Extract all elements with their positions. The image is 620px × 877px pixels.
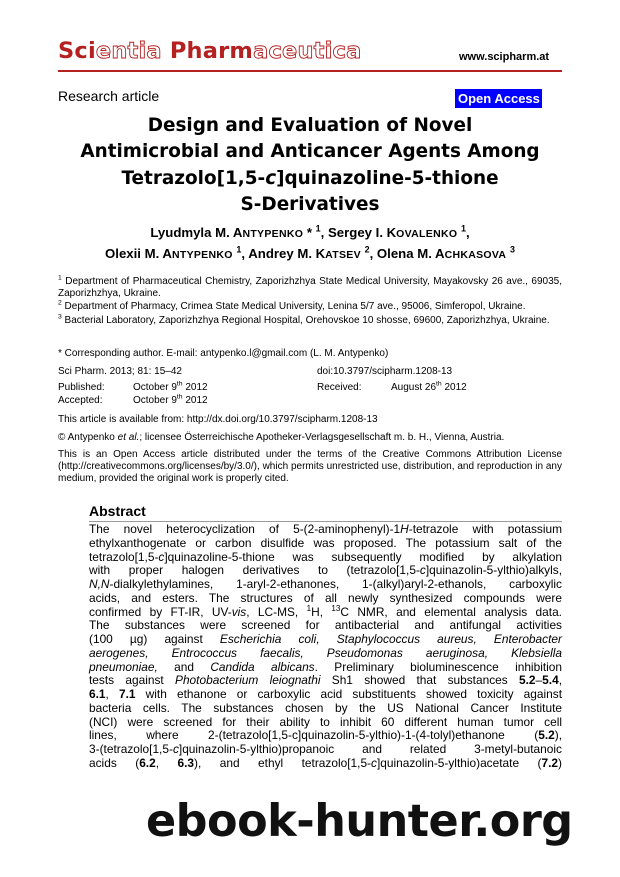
abstract-line: N,N-dialkylethylamines, 1-aryl-2-ethanones, 1-(alkyl)aryl-2-ethanols, carboxylic — [89, 577, 562, 591]
date-text: 2012 — [441, 382, 467, 393]
abstract-line: 3-(tetrazolo[1,5-c]quinazolin-5-ylthio)propanoic and related 3-metyl-butanoic — [89, 742, 562, 756]
published-label: Published: — [58, 382, 105, 393]
title-line: Antimicrobial and Anticancer Agents Among — [80, 141, 540, 163]
author-name: Andrey M. KATSEV $^2$, — [248, 244, 377, 261]
corresponding-author: * Corresponding author. E-mail: antypenko.l@gmail.com (L. M. Antypenko) — [58, 348, 389, 359]
logo-part: Sci — [58, 38, 96, 64]
abstract-line: confirmed by FT-IR, UV-vis, LC-MS, $^1$H, $^{13}$C NMR, and elemental analysis data. — [89, 603, 562, 619]
received-label: Received: — [317, 382, 362, 393]
date-text: October 9 — [133, 382, 177, 393]
header-divider — [58, 70, 562, 72]
author-name: Sergey I. KOVALENKO $^1$, — [328, 223, 470, 240]
abstract-line: acids, and esters. The structures of all newly synthesized compounds were — [89, 590, 562, 605]
affiliation-number: 3 — [58, 313, 62, 321]
author-list — [58, 223, 562, 265]
date-text: 2012 — [182, 395, 208, 406]
published-date — [133, 382, 208, 393]
doi[interactable]: doi:10.3797/scipharm.1208-13 — [317, 366, 453, 377]
open-access-badge: Open Access — [455, 89, 542, 108]
affiliation-number: 1 — [58, 274, 62, 282]
affiliation-text: Bacterial Laboratory, Zaporizhzhya Regional Hospital, Orehovskoe 10 shosse, 69600, Zaporizhzhya, Ukraine. — [61, 314, 550, 326]
abstract-line: The substances were screened for antibacterial and antifungal activities — [89, 618, 562, 633]
received-date — [391, 382, 467, 393]
author-name: Olena M. ACHKASOVA $^3$ — [376, 244, 515, 261]
affiliation-number: 2 — [58, 300, 62, 308]
copyright-text: ; licensee Österreichische Apotheker-Verlagsgesellschaft m. b. H., Vienna, Austria. — [139, 432, 505, 443]
abstract-line: lines, where 2-(tetrazolo[1,5-c]quinazolin-5-ylthio)-1-(4-tolyl)ethanone (5.2), — [89, 728, 562, 743]
copyright-text: et al. — [117, 432, 140, 443]
affiliation-text: Department of Pharmacy, Crimea State Medical University, Lenina 5/7 ave., 95006, Simferopol, Ukraine. — [61, 301, 526, 313]
affiliation — [58, 276, 562, 300]
date-suffix: th — [176, 393, 183, 401]
logo-part: Pharm — [161, 38, 254, 64]
accepted-label: Accepted: — [58, 395, 103, 406]
author-line — [58, 244, 562, 265]
date-suffix: th — [436, 380, 442, 388]
article-type: Research article — [58, 88, 160, 104]
abstract-line: The novel heterocyclization of 5-(2-aminophenyl)-1H-tetrazole with potassium — [89, 522, 562, 536]
affiliations — [58, 276, 562, 328]
abstract-heading: Abstract — [89, 503, 146, 519]
title-segment: Tetrazolo[1,5- — [121, 167, 266, 189]
abstract-line: (100 µg) against Escherichia coli, Staphylococcus aureus, Enterobacter — [89, 632, 562, 646]
title-line: Design and Evaluation of Novel — [147, 115, 473, 136]
accepted-date — [133, 395, 208, 406]
copyright-notice — [58, 432, 504, 443]
journal-logo — [58, 38, 361, 64]
abstract-line: pneumoniae, and Candida albicans. Preliminary bioluminescence inhibition — [89, 659, 563, 674]
article-title — [50, 113, 570, 218]
abstract-body — [89, 523, 562, 771]
affiliation — [58, 301, 562, 313]
date-text: October 9 — [133, 395, 177, 406]
date-text: August 26 — [391, 382, 437, 393]
author-name: Olexii M. ANTYPENKO $^1$, — [105, 244, 249, 261]
citation: Sci Pharm. 2013; 81: 15–42 — [58, 366, 182, 377]
logo-part: entia — [95, 38, 162, 64]
license-text: This is an Open Access article distributed under the terms of the Creative Commons Attribution License (http://creativecommons.org/licenses/by/3.0/), which permits unrestricted use, distribution, and reproduction in any medium, provided the original work is properly cited. — [58, 449, 562, 485]
abstract-line: with proper halogen derivatives to (tetrazolo[1,5-c]quinazolin-5-ylthio)alkyls, — [89, 563, 562, 578]
title-line — [50, 166, 570, 192]
logo-part: aceutica — [253, 38, 362, 64]
journal-website[interactable]: www.scipharm.at — [459, 51, 550, 63]
abstract-line: 6.1, 7.1 with ethanone or carboxylic acid substituents showed toxicity against — [89, 687, 563, 701]
abstract-line: ethylxanthogenate or carbon disulfide was proposed. The potassium salt of the — [89, 535, 562, 550]
abstract-line: bacteria cells. The substances chosen by the US National Cancer Institute — [89, 700, 562, 715]
title-segment: ]quinazoline-5-thione — [276, 167, 499, 189]
date-suffix: th — [176, 380, 183, 388]
date-text: 2012 — [182, 382, 208, 393]
author-line — [58, 223, 562, 244]
copyright-text: © Antypenko — [58, 432, 118, 443]
title-line: S-Derivatives — [240, 193, 380, 215]
affiliation — [58, 315, 562, 327]
affiliation-text: Department of Pharmaceutical Chemistry, Zaporizhzhya State Medical University, Mayakovsky 26 ave., 69035, Zaporizhzhya, Ukraine. — [58, 276, 562, 300]
abstract-line: tetrazolo[1,5-c]quinazoline-5-thione was subsequently modified by alkylation — [89, 549, 562, 564]
availability-note: This article is available from: http://dx.doi.org/10.3797/scipharm.1208-13 — [58, 414, 378, 425]
abstract-line: tests against Photobacterium leiognathi Sh1 showed that substances 5.2–5.4, — [89, 673, 562, 688]
abstract-line: aerogenes, Entrococcus faecalis, Pseudomonas aeruginosa, Klebsiella — [89, 645, 562, 660]
abstract-line: acids (6.2, 6.3), and ethyl tetrazolo[1,5-c]quinazolin-5-ylthio)acetate (7.2) — [89, 755, 562, 770]
watermark: ebook-hunter.org — [146, 796, 573, 847]
title-segment: c — [265, 167, 277, 189]
abstract-line: (NCI) were screened for their ability to inhibit 60 different human tumor cell — [89, 714, 562, 729]
author-name: Lyudmyla M. ANTYPENKO * $^1$, — [150, 223, 328, 240]
